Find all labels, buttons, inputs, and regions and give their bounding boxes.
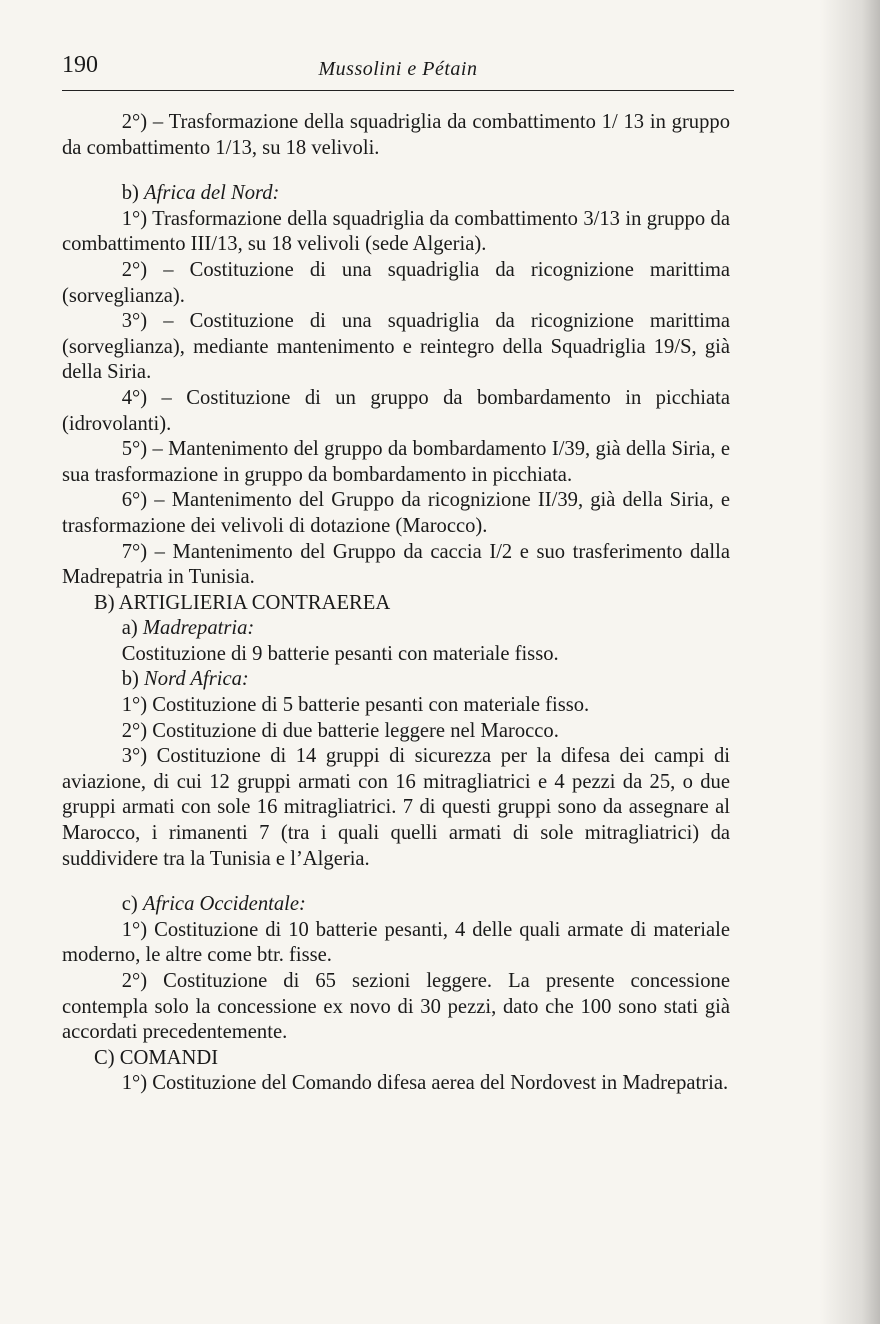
subsection-heading [62, 181, 730, 207]
subsection-heading [62, 667, 730, 693]
running-title: Mussolini e Pétain [318, 58, 478, 80]
paragraph: 4°) – Costituzione di un gruppo da bombardamento in picchiata (idrovolanti). [62, 386, 730, 435]
section-heading-b: B) ARTIGLIERIA CONTRAEREA [94, 591, 391, 614]
subsection-heading [62, 616, 730, 642]
page-edge-shadow [820, 0, 880, 1324]
paragraph: Costituzione di 9 batterie pesanti con materiale fisso. [121, 642, 559, 665]
paragraph: 2°) Costituzione di due batterie leggere nel Marocco. [121, 719, 559, 742]
paragraph: 2°) – Costituzione di una squadriglia da ricognizione marittima (sorveglianza). [62, 258, 730, 307]
subsection-title: Madrepatria: [142, 617, 255, 640]
paragraph: 7°) – Mantenimento del Gruppo da caccia I/2 e suo trasferimento dalla Madrepatria in Tunisia. [62, 540, 730, 589]
subsection-heading [62, 892, 730, 918]
paragraph: 2°) Costituzione di 65 sezioni leggere. La presente concessione contempla solo la concessione ex novo di 30 pezzi, dato che 100 sono stati già accordati precedentemente. [62, 970, 730, 1044]
subsection-label: b) [121, 182, 139, 205]
subsection-title: Africa Occidentale: [142, 893, 306, 916]
subsection-label: b) [121, 668, 139, 691]
paragraph: 1°) Costituzione del Comando difesa aerea del Nordovest in Madrepatria. [121, 1072, 729, 1095]
paragraph: 3°) – Costituzione di una squadriglia da ricognizione marittima (sorveglianza), mediante mantenimento e reintegro della Squadriglia 19/S, già della Siria. [62, 310, 730, 384]
paragraph: 3°) Costituzione di 14 gruppi di sicurezza per la difesa dei campi di aviazione, di cui 12 gruppi armati con 16 mitragliatrici e 4 pezzi da 25, o due gruppi armati con sole 16 mitragliatrici. 7 di questi gruppi sono da assegnare al Marocco, i rimanenti 7 (tra i quali quelli armati di sole mitragliatrici) da suddividere tra la Tunisia e l’Algeria. [62, 745, 730, 870]
paragraph: 1°) Costituzione di 10 batterie pesanti, 4 delle quali armate di materiale moderno, le altre come btr. fisse. [62, 918, 730, 967]
page-number: 190 [62, 52, 98, 78]
subsection-title: Africa del Nord: [144, 182, 280, 205]
paragraph: 5°) – Mantenimento del gruppo da bombardamento I/39, già della Siria, e sua trasformazione in gruppo da bombardamento in picchiata. [62, 438, 730, 486]
section-heading-c: C) COMANDI [94, 1046, 219, 1069]
page-body [62, 110, 730, 1097]
page-header [62, 50, 734, 91]
subsection-label: c) [121, 893, 138, 916]
paragraph: 1°) Costituzione di 5 batterie pesanti con materiale fisso. [121, 694, 590, 717]
subsection-title: Nord Africa: [144, 668, 249, 691]
subsection-label: a) [121, 617, 138, 640]
paragraph: 2°) – Trasformazione della squadriglia da combattimento 1/ 13 in gruppo da combattimento 1/13, su 18 velivoli. [62, 111, 730, 159]
paragraph: 1°) Trasformazione della squadriglia da combattimento 3/13 in gruppo da combattimento III/13, su 18 velivoli (sede Algeria). [62, 207, 730, 256]
paragraph: 6°) – Mantenimento del Gruppo da ricognizione II/39, già della Siria, e trasformazione dei velivoli di dotazione (Marocco). [62, 489, 730, 537]
